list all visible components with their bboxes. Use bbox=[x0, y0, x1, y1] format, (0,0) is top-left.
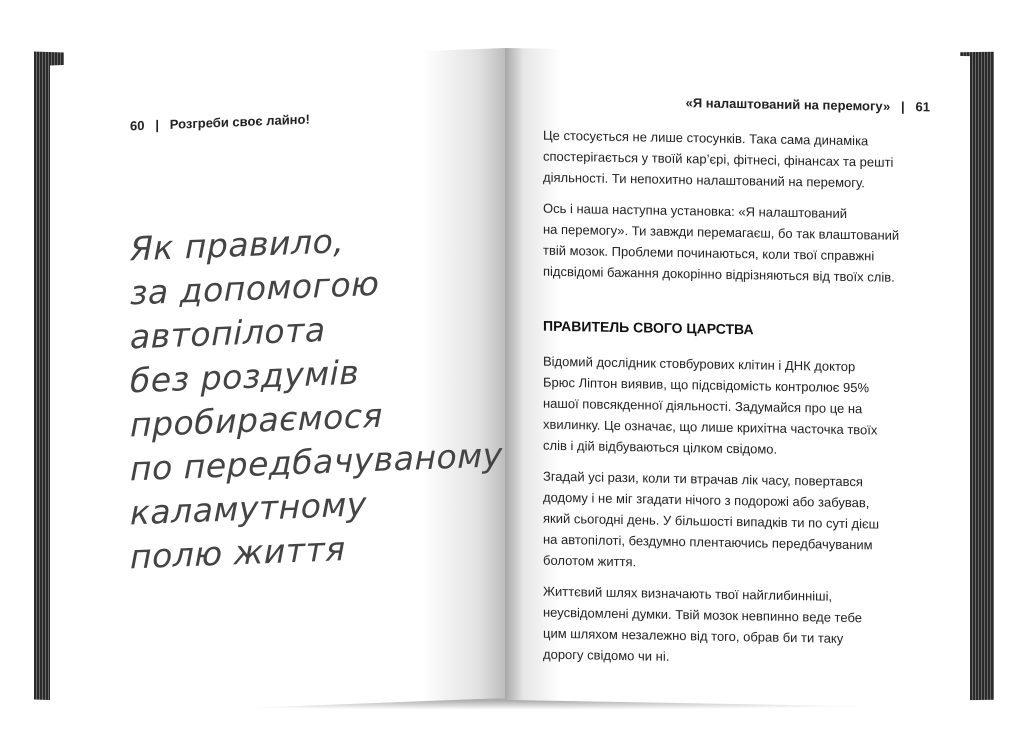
pull-quote bbox=[130, 213, 503, 579]
text-line: Брюс Ліптон виявив, що підсвідомість контролює 95% bbox=[543, 374, 870, 396]
section-heading: ПРАВИТЕЛЬ СВОГО ЦАРСТВА bbox=[543, 317, 754, 338]
quote-line: Як правило, bbox=[130, 221, 345, 269]
text-line: додому і не міг згадати нічого з подорожі або забував, bbox=[543, 489, 870, 511]
paragraph bbox=[543, 581, 963, 672]
quote-line: полю життя bbox=[130, 529, 346, 577]
text-line: Відомий дослідник стовбурових клітин і ДНК доктор bbox=[543, 353, 856, 375]
left-page bbox=[50, 48, 505, 715]
left-running-header bbox=[130, 111, 310, 133]
paragraph bbox=[543, 466, 963, 578]
text-line: Це стосується не лише стосунків. Така сама динаміка bbox=[543, 127, 869, 149]
quote-line: за допомогою bbox=[130, 263, 380, 313]
text-line: твій мозок. Проблеми починаються, коли твої справжні bbox=[543, 242, 875, 264]
quote-line: каламутному bbox=[130, 484, 367, 533]
text-line: цим шляхом незалежно від того, обрав би ти таку bbox=[543, 625, 844, 646]
text-line: який сьогодні день. У більшості випадків ти по суті дієш bbox=[543, 510, 880, 532]
text-line: Згадай усі рази, коли ти втрачав лік часу, повертався bbox=[543, 468, 863, 490]
running-title: Розгреби своє лайно! bbox=[169, 111, 310, 132]
text-line: спостерігається у твоїй кар’єрі, фітнесі, фінансах та решті bbox=[543, 148, 894, 170]
paragraph bbox=[543, 351, 963, 463]
text-line: на автопілоті, бездумно плентаючись передбачуваним bbox=[543, 531, 873, 553]
quote-line: автопілота bbox=[130, 309, 326, 357]
text-line: Ось і наша наступна установка: «Я налаштований bbox=[543, 200, 847, 221]
right-running-header bbox=[686, 95, 930, 114]
quote-line: без роздумів bbox=[130, 352, 360, 401]
right-page bbox=[505, 48, 970, 708]
text-line: на перемогу». Ти завжди перемагаєш, бо так влаштований bbox=[543, 221, 900, 243]
text-line: діяльності. Ти непохитно налаштований на перемогу. bbox=[543, 169, 865, 191]
paragraph bbox=[543, 125, 963, 195]
text-line: нашої повсякденної діяльності. Задумайся про це на bbox=[543, 395, 863, 417]
paragraph bbox=[543, 198, 963, 289]
text-line: Життєвий шлях визначають твої найглибинніші, bbox=[543, 583, 833, 604]
page-number: 60 bbox=[130, 117, 145, 134]
text-line: болотом життя. bbox=[543, 552, 637, 570]
text-line: хвилинку. Це означає, що лише крихітна часточка твоїх bbox=[543, 416, 878, 438]
text-line: неусвідомлені думки. Твій мозок невпинно веде тебе bbox=[543, 604, 862, 626]
header-separator: | bbox=[155, 117, 159, 133]
page-number: 61 bbox=[915, 99, 930, 115]
header-separator: | bbox=[901, 98, 905, 114]
quote-line: пробираємося bbox=[130, 395, 383, 445]
body-text bbox=[543, 125, 963, 682]
text-line: підсвідомі бажання докорінно відрізняються від твоїх слів. bbox=[543, 263, 895, 285]
text-line: слів і дій відбуваються цілком свідомо. bbox=[543, 437, 778, 457]
text-line: дорогу свідомо чи ні. bbox=[543, 646, 670, 664]
quote-line: по передбачуваному bbox=[130, 435, 503, 489]
running-title: «Я налаштований на перемогу» bbox=[685, 95, 891, 114]
